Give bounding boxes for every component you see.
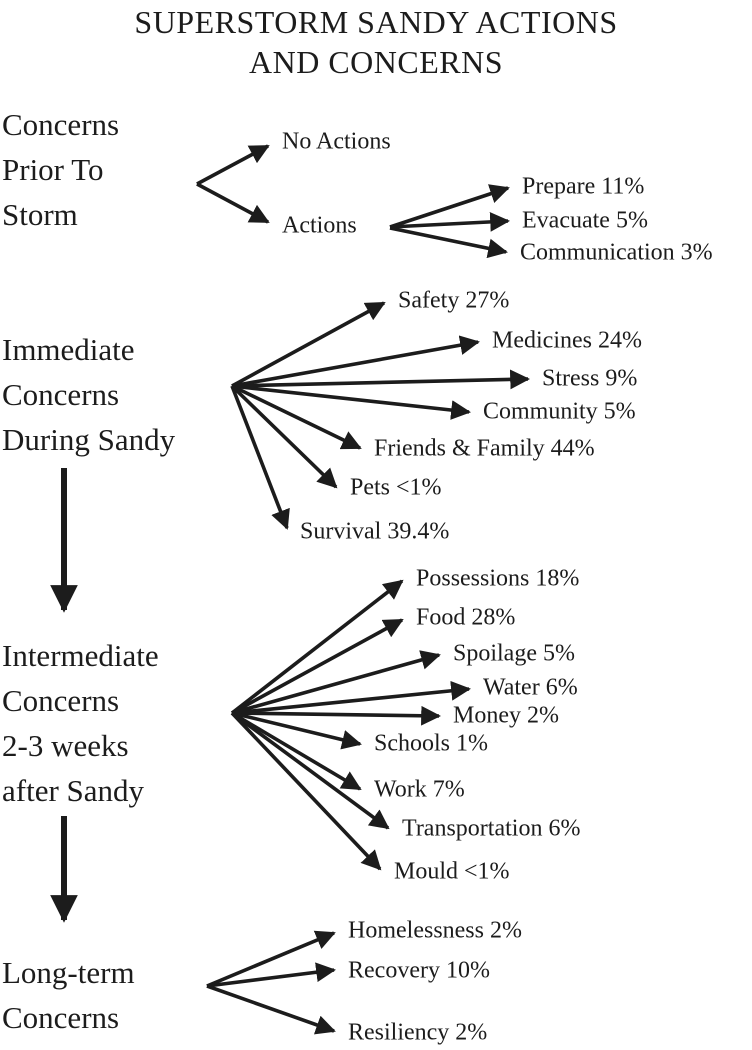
node-communication: Communication 3% — [520, 239, 713, 266]
arrow-longterm-resiliency — [207, 986, 334, 1031]
arrow-prior-actions — [197, 184, 268, 222]
node-money: Money 2% — [453, 702, 559, 729]
node-no-actions: No Actions — [282, 128, 391, 155]
node-schools: Schools 1% — [374, 730, 488, 757]
node-safety: Safety 27% — [398, 287, 510, 314]
arrow-prior-no-actions — [197, 146, 268, 184]
heading-line: Intermediate — [2, 638, 159, 673]
arrow-intermediate-work — [232, 713, 360, 789]
heading-line: Prior To — [2, 152, 104, 187]
arrow-immediate-community — [232, 386, 469, 412]
arrow-intermediate-possessions — [232, 581, 402, 713]
title-line-2: AND CONCERNS — [248, 44, 504, 80]
heading-line: Concerns — [2, 377, 120, 412]
node-transportation: Transportation 6% — [402, 815, 581, 842]
heading-line: Long-term — [2, 955, 135, 990]
heading-line: During Sandy — [2, 422, 176, 457]
arrow-immediate-pets — [232, 386, 336, 487]
title-line-1: SUPERSTORM SANDY ACTIONS — [134, 4, 618, 40]
heading-immediate-concerns — [2, 327, 175, 462]
node-recovery: Recovery 10% — [348, 957, 490, 984]
arrow-intermediate-money — [232, 713, 439, 716]
node-work: Work 7% — [374, 776, 465, 803]
node-mould: Mould <1% — [394, 858, 510, 885]
node-resiliency: Resiliency 2% — [348, 1019, 488, 1046]
node-evacuate: Evacuate 5% — [522, 207, 648, 234]
diagram-title — [0, 2, 752, 82]
node-pets: Pets <1% — [350, 474, 442, 501]
node-stress: Stress 9% — [542, 365, 638, 392]
arrow-immediate-stress — [232, 379, 528, 386]
node-homelessness: Homelessness 2% — [348, 917, 522, 944]
heading-line: after Sandy — [2, 773, 145, 808]
node-food: Food 28% — [416, 604, 516, 631]
node-community: Community 5% — [483, 398, 636, 425]
node-friends-family: Friends & Family 44% — [374, 435, 595, 462]
node-prepare: Prepare 11% — [522, 173, 645, 200]
node-possessions: Possessions 18% — [416, 565, 580, 592]
node-medicines: Medicines 24% — [492, 327, 642, 354]
heading-line: Concerns — [2, 683, 120, 718]
arrow-actions-communication — [390, 228, 506, 252]
heading-intermediate-concerns — [2, 633, 159, 813]
heading-line: Storm — [2, 197, 78, 232]
heading-longterm-concerns — [2, 950, 135, 1040]
node-spoilage: Spoilage 5% — [453, 640, 575, 667]
heading-line: Concerns — [2, 107, 120, 142]
heading-line: 2-3 weeks — [2, 728, 129, 763]
arrow-intermediate-mould — [232, 713, 380, 869]
heading-line: Concerns — [2, 1000, 120, 1035]
heading-concerns-prior-to-storm — [2, 102, 119, 237]
node-water: Water 6% — [483, 674, 578, 701]
heading-line: Immediate — [2, 332, 135, 367]
node-survival: Survival 39.4% — [300, 518, 450, 545]
node-actions: Actions — [282, 212, 357, 239]
